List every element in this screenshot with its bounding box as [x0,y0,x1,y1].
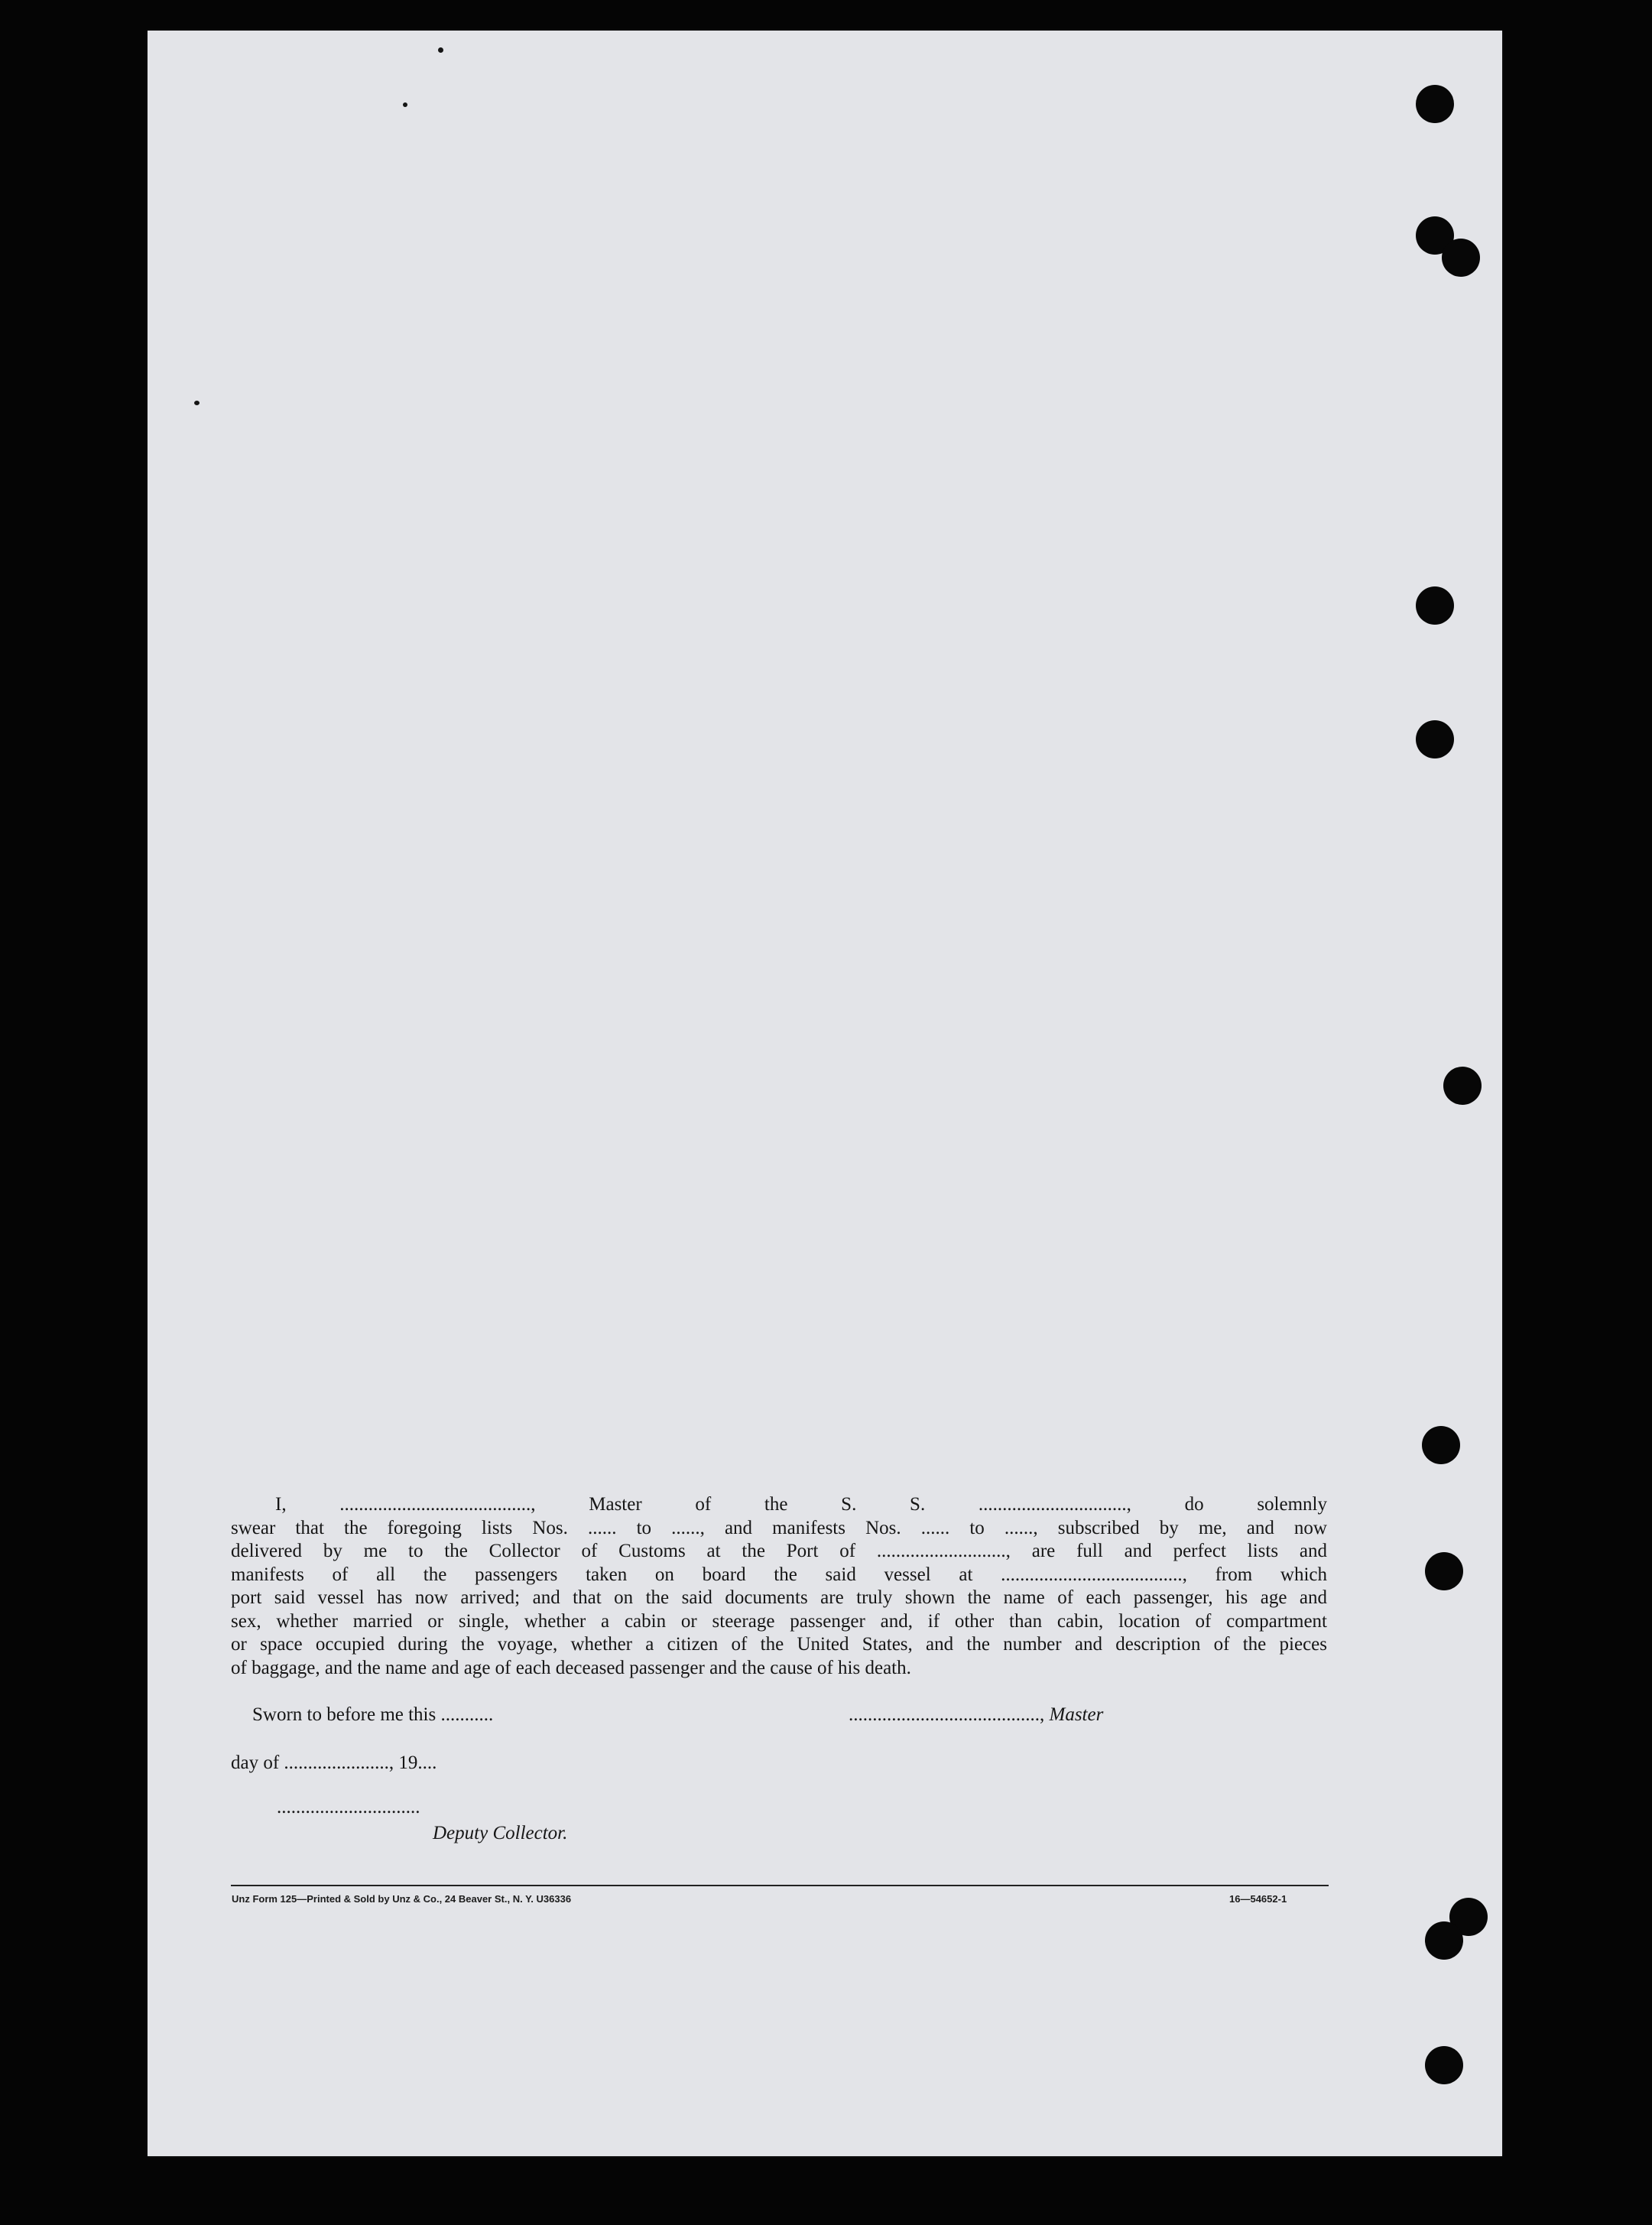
manifest-page [148,31,1502,2156]
punch-hole [1425,1552,1463,1590]
deputy-label-text: Deputy Collector. [433,1823,568,1843]
deputy-collector-label [433,1823,567,1844]
oath-line: of baggage, and the name and age of each deceased passenger and the cause of his death. [231,1657,911,1678]
master-signature-line [849,1704,1103,1726]
punch-hole [1416,586,1454,625]
punch-hole [1442,239,1480,277]
deputy-signature-dots [277,1797,420,1818]
punch-hole [1416,720,1454,758]
oath-line: port said vessel has now arrived; and that on the said documents are truly shown the name of each passenger, his age and [231,1587,1327,1608]
punch-hole [1422,1426,1460,1464]
oath-line: sex, whether married or single, whether a cabin or steerage passenger and, if other than cabin, location of compartment [231,1610,1327,1632]
oath-line: delivered by me to the Collector of Customs at the Port of ..........................., are full and perfect lists and [231,1541,1327,1561]
punch-hole [1425,1921,1463,1960]
oath-line: or space occupied during the voyage, whether a citizen of the United States, and the number and description of the pieces [231,1634,1327,1655]
speck [438,47,443,53]
oath-line: I, ........................................, Master of the S. S. ..............................., do solemnly [275,1494,1327,1515]
punch-hole [1425,2046,1463,2084]
sworn-before-line [252,1704,493,1726]
speck [403,102,407,107]
footer-rule [231,1885,1329,1886]
sworn-text: Sworn to before me this ........... [252,1704,494,1725]
master-label: Master [1049,1704,1104,1725]
oath-line: manifests of all the passengers taken on board the said vessel at ......................................, from which [231,1564,1327,1585]
punch-hole [1443,1067,1482,1105]
footer-printer-imprint: Unz Form 125—Printed & Sold by Unz & Co., 24 Beaver St., N. Y. U36336 [232,1893,572,1905]
master-oath-text [231,1493,1327,1680]
deputy-dots-text: .............................. [277,1797,420,1817]
day-of-text: day of ......................, 19.... [231,1752,437,1773]
punch-hole [1416,85,1454,123]
oath-line: swear that the foregoing lists Nos. ...... to ......, and manifests Nos. ...... to ......, subscribed by me, and now [231,1517,1327,1538]
master-signature-dots: ........................................, [849,1704,1045,1725]
footer-form-number: 16—54652-1 [1229,1893,1287,1905]
speck [194,401,200,405]
day-of-line [231,1752,437,1774]
